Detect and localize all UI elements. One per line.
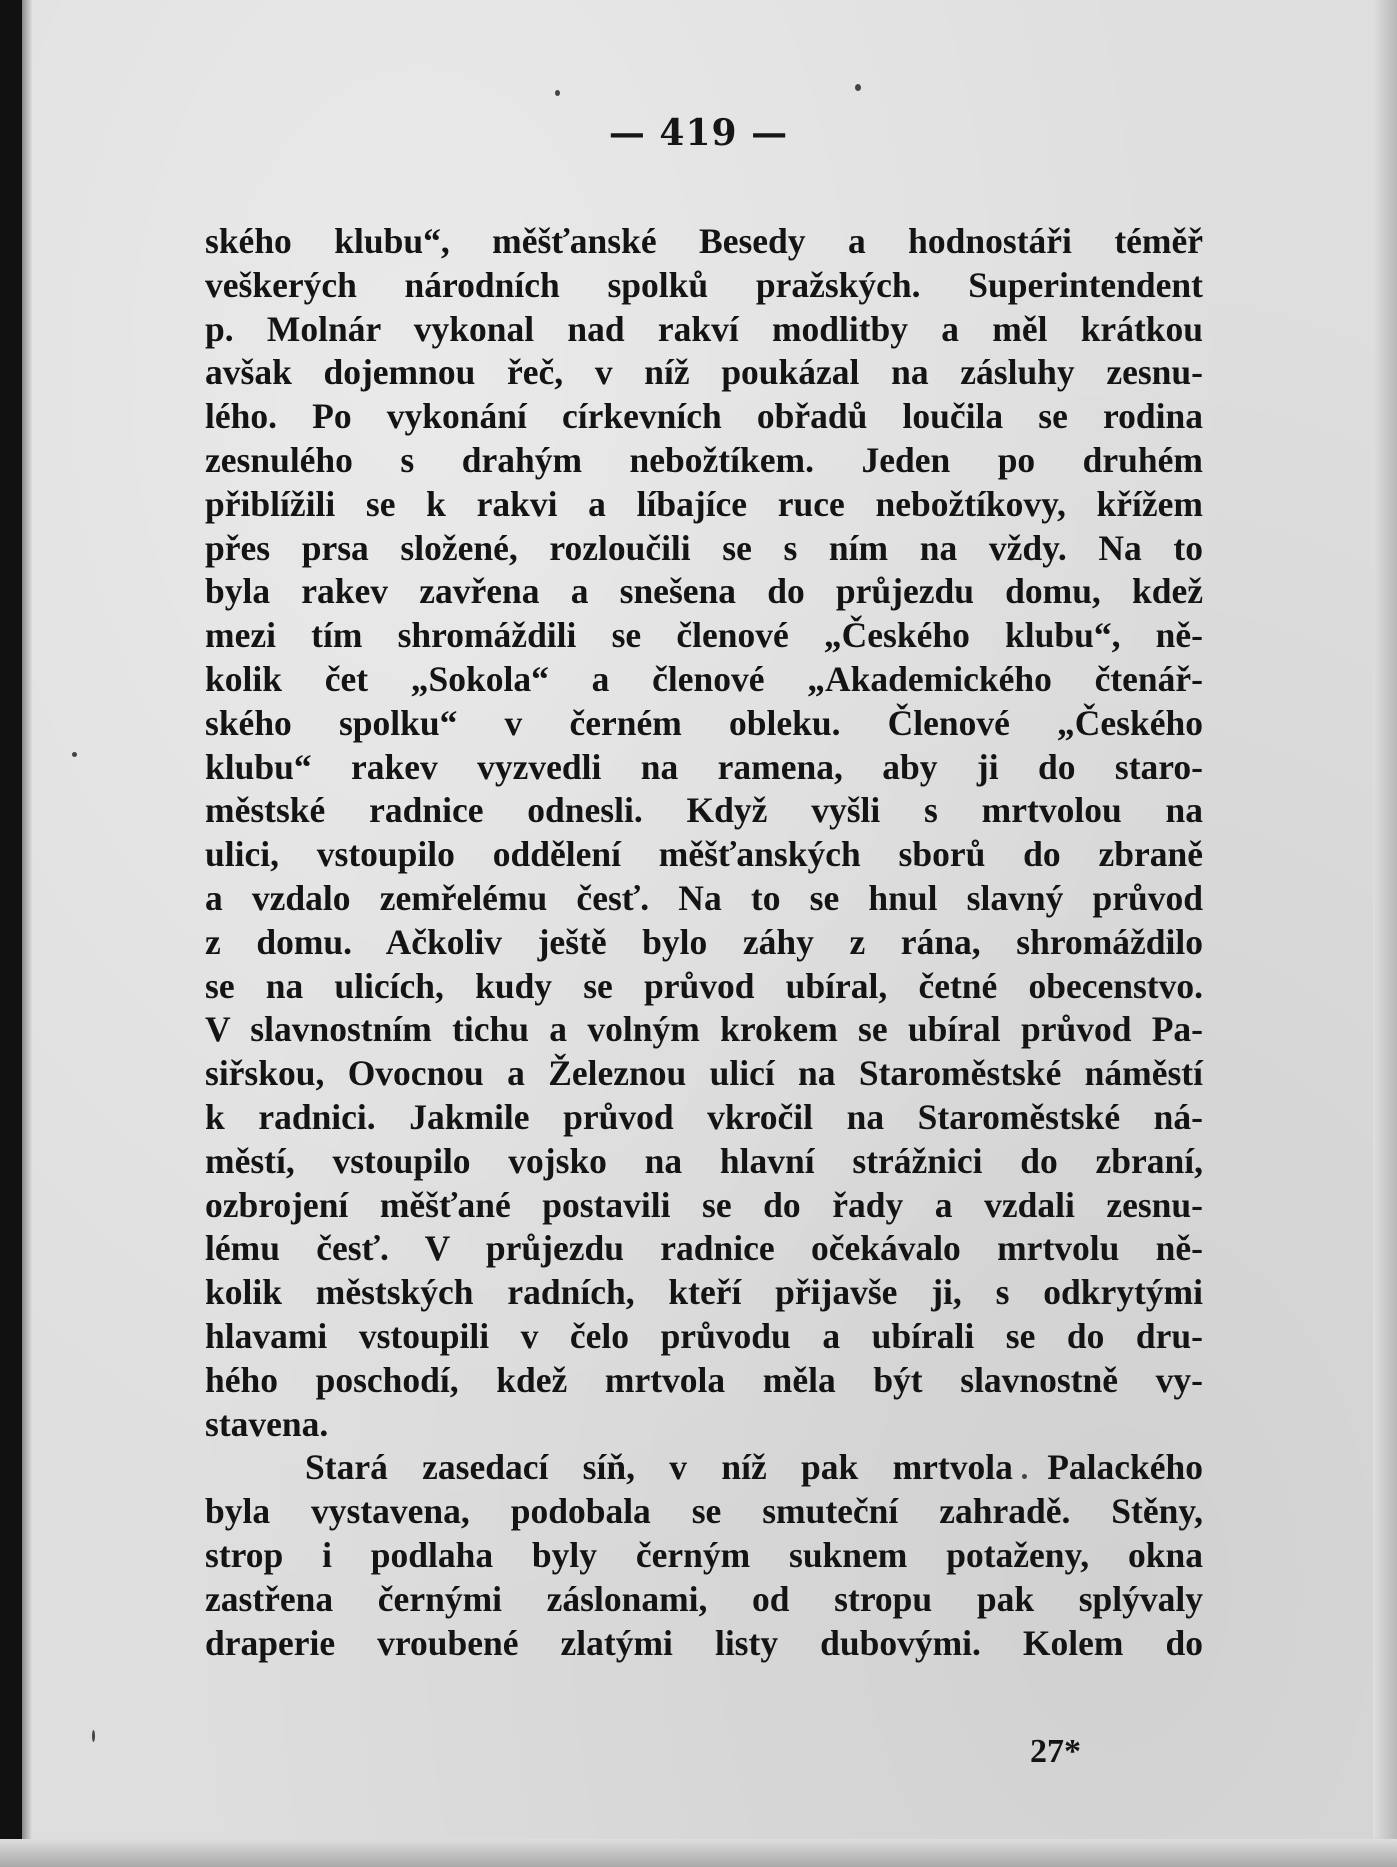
- text-line: přiblížili se k rakvi a líbajíce ruce nebožtíkovy, křížem: [205, 483, 1203, 524]
- text-line: kolik městských radních, kteří přijavše ji, s odkrytými: [205, 1272, 1203, 1313]
- speck: [855, 84, 861, 91]
- text-line: městské radnice odnesli. Když vyšli s mrtvolou na: [205, 790, 1203, 831]
- text-line: lému česť. V průjezdu radnice očekávalo mrtvolu ně-: [205, 1228, 1203, 1269]
- text-line: mezi tím shromáždili se členové „Českého klubu“, ně-: [205, 615, 1203, 656]
- text-line: se na ulicích, kudy se průvod ubíral, četné obecenstvo.: [205, 965, 1203, 1006]
- page-edge-right: [1373, 0, 1397, 1867]
- text-line: p. Molnár vykonal nad rakví modlitby a měl krátkou: [205, 308, 1203, 349]
- text-line: ského spolku“ v černém obleku. Členové „Českého: [205, 702, 1203, 743]
- text-line: siřskou, Ovocnou a Železnou ulicí na Staroměstské náměstí: [205, 1053, 1203, 1094]
- text-line: strop i podlaha byly černým suknem potaženy, okna: [205, 1534, 1203, 1575]
- text-line: kolik čet „Sokola“ a členové „Akademického čtenář-: [205, 658, 1203, 699]
- body-text: [205, 220, 1203, 1665]
- page-edge-bottom: [0, 1839, 1397, 1867]
- text-line: V slavnostním tichu a volným krokem se ubíral průvod Pa-: [205, 1009, 1203, 1050]
- text-line: klubu“ rakev vyzvedli na ramena, aby ji do staro-: [205, 746, 1203, 787]
- speck: [555, 90, 560, 96]
- signature-mark: 27*: [1030, 1733, 1081, 1770]
- text-line: byla rakev zavřena a snešena do průjezdu domu, kdež: [205, 571, 1203, 612]
- text-line: lého. Po vykonání církevních obřadů loučila se rodina: [205, 396, 1203, 437]
- text-line: zastřena černými záslonami, od stropu pak splývaly: [205, 1578, 1203, 1619]
- text-line: městí, vstoupilo vojsko na hlavní strážnici do zbraní,: [205, 1140, 1203, 1181]
- gutter-shadow: [22, 0, 32, 1867]
- page-number: — 419 —: [608, 112, 789, 154]
- text-line: ozbrojení měšťané postavili se do řady a vzdali zesnu-: [205, 1184, 1203, 1225]
- text-line: draperie vroubené zlatými listy dubovými. Kolem do: [205, 1622, 1203, 1663]
- text-line: stavena.: [205, 1403, 329, 1444]
- text-line: veškerých národních spolků pražských. Superintendent: [205, 264, 1203, 305]
- speck: [92, 1730, 95, 1742]
- text-line: hlavami vstoupili v čelo průvodu a ubírali se do dru-: [205, 1315, 1203, 1356]
- text-line: zesnulého s drahým nebožtíkem. Jeden po druhém: [205, 439, 1203, 480]
- book-spine-shadow: [0, 0, 22, 1867]
- text-line: ulici, vstoupilo oddělení měšťanských sborů do zbraně: [205, 834, 1203, 875]
- text-line: k radnici. Jakmile průvod vkročil na Staroměstské ná-: [205, 1096, 1203, 1137]
- text-line: Stará zasedací síň, v níž pak mrtvola Palackého: [305, 1447, 1203, 1488]
- text-line: a vzdalo zemřelému česť. Na to se hnul slavný průvod: [205, 877, 1203, 918]
- text-line: ského klubu“, měšťanské Besedy a hodnostáři téměř: [205, 221, 1203, 261]
- speck: [72, 752, 77, 757]
- text-line: byla vystavena, podobala se smuteční zahradě. Stěny,: [205, 1491, 1203, 1532]
- text-line: z domu. Ačkoliv ještě bylo záhy z rána, shromáždilo: [205, 921, 1203, 962]
- text-line: avšak dojemnou řeč, v níž poukázal na zásluhy zesnu-: [205, 352, 1203, 393]
- text-line: přes prsa složené, rozloučili se s ním na vždy. Na to: [205, 527, 1203, 568]
- text-line: hého poschodí, kdež mrtvola měla být slavnostně vy-: [205, 1359, 1203, 1400]
